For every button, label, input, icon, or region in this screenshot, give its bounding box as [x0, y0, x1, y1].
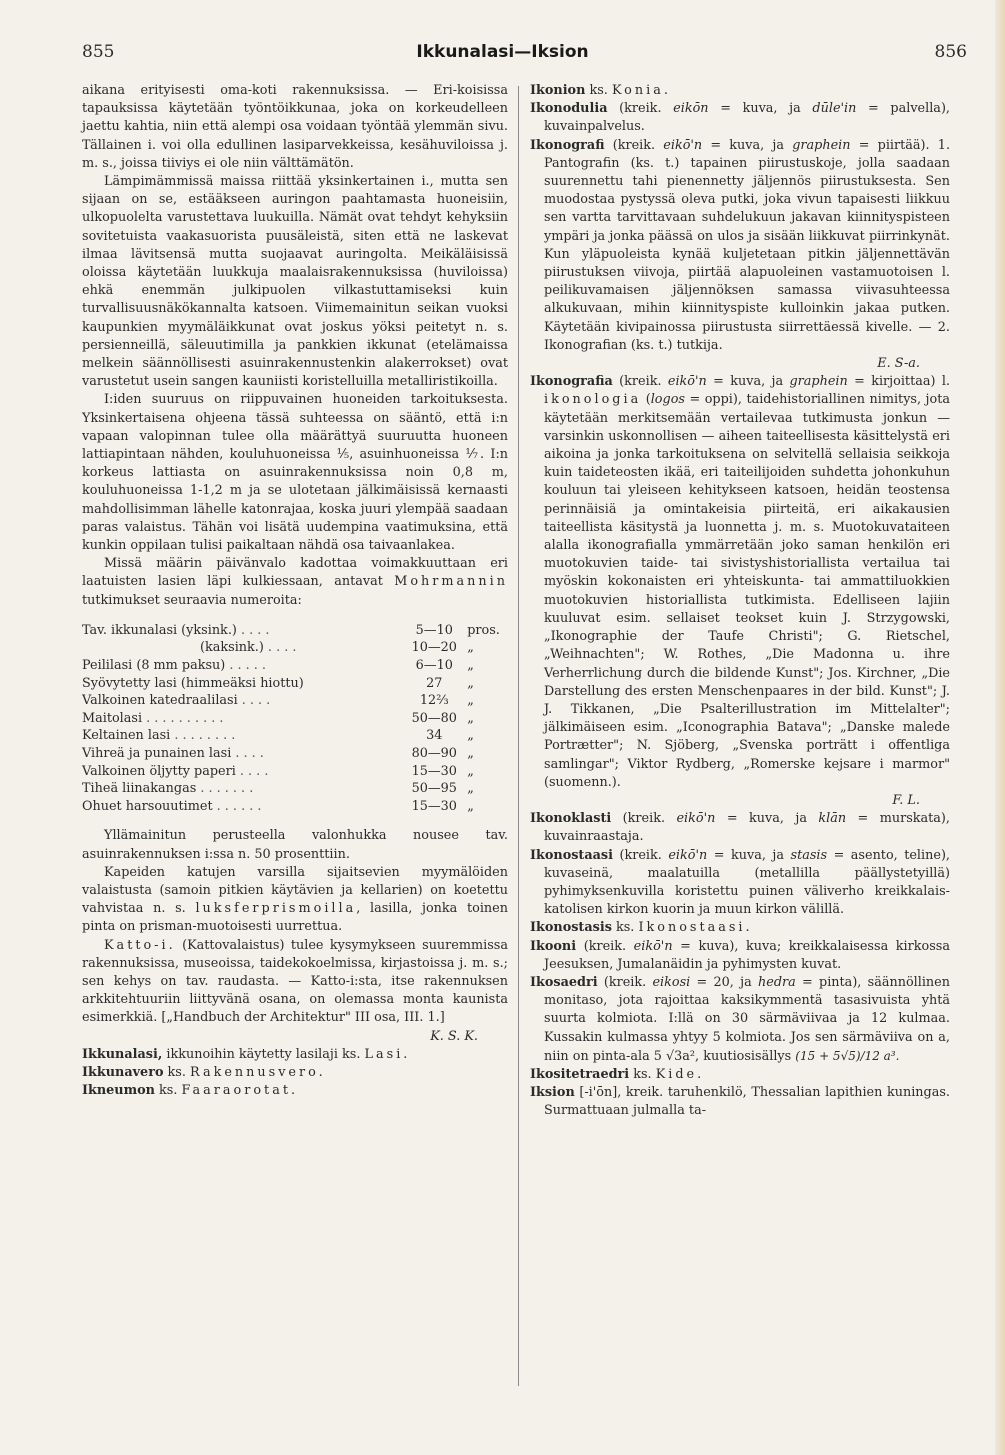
- spaced-term: ikonologia: [544, 392, 642, 408]
- light-loss-value-text: 50—80: [411, 710, 457, 726]
- light-loss-value: [401, 639, 467, 657]
- glass-type: [82, 622, 401, 640]
- text: (kreik.: [604, 137, 664, 153]
- author-signature: F. L.: [892, 792, 920, 808]
- page-number-right: 856: [934, 42, 967, 62]
- glass-type: [82, 763, 401, 781]
- unit: [467, 780, 508, 798]
- author-signature: E. S-a.: [877, 356, 920, 372]
- glass-type: [82, 745, 401, 763]
- cross-reference: Lasi.: [364, 1046, 411, 1062]
- glass-type: [82, 692, 401, 710]
- text: = kuva, ja: [702, 137, 793, 153]
- entry-ikonodulia: [530, 100, 950, 136]
- unit: [467, 798, 508, 816]
- etymology-term: graphein: [789, 374, 848, 390]
- glass-table: [82, 622, 508, 816]
- entry-ikositetraedri: [530, 1066, 950, 1084]
- paragraph: Lämpimämmissä maissa riittää yksinkertainen i., mutta sen sijaan on se, estääkseen auringon paahtamasta huoneisiin, ulkopuolelta varustettava luukuilla. Nämät ovat tehdyt kehyksiin sovitetuista vaakasuorista puusäleistä, siten että ne laskevat ilmaa lävitsensä mutta suojaavat auringolta. Meikäläisissä oloissa käytetään luukkuja maalaisrakennuksissa (huviloissa) ehkä enemmän julkipuolen vilkastuttamiseksi kuin turvallisuusnäkökannalta katsoen. Viimemainitun seikan vuoksi kaupunkien myymäläikkunat ovat joskus yöksi peitetyt n. s. persienneillä, säleuutimilla ja pankkien ikkunat (etelämaissa melkein säännöllisesti asuinrakennustenkin alakerrokset) ovat varustetut usein sangen kauniisti koristelluilla metalliristikoilla.: [82, 174, 508, 390]
- light-loss-value-text: 10—20: [411, 640, 457, 656]
- text: = asento, teline), kuvaseinä, maalatuilla (metallilla päällystetyillä) pyhimyksenkuvilla koristettu puinen väliverho kreikkalais-katolisen kirkon kuorin ja muun kirkon välillä.: [544, 847, 950, 918]
- text: = murskata), kuvainraastaja.: [544, 811, 950, 845]
- glass-type: [82, 780, 401, 798]
- paragraph: aikana erityisesti oma-koti rakennuksissa. — Eri-koisissa tapauksissa käytetään työntöikkunaa, joka on korkeudelleen jaettu kahtia, niin että alempi osa voidaan työntää ylemmän sivu. Tällainen i. voi olla edullinen lasiparvekkeissa, kesähuviloissa j. m. s., joissa tiiviys ei ole niin välttämätön.: [82, 83, 508, 171]
- light-loss-value: [401, 745, 467, 763]
- text: = oppi), taidehistoriallinen nimitys, jota käytetään merkitsemään vertailevaa tutkimusta jonkun — varsinkin uskonnollisen — aiheen taiteellisesta käsittelystä eri aikoina ja jonka tarkoituksena on selvitellä sellaisia seikkoja kuin taideteosten ikää, eri taiteilijoiden suhdetta johonkuhun kouluun tai yleiseen kehitykseen katsoen, heidän teostensa perinnäisiä ja omintakeisia piirteitä, eri aikakausien taiteellista käsitystä ja luonnetta j. m. s. Muotokuvataiteen alalla ikonografialla ymmärretään joko saman henkilön eri muotokuvien taide- tai sivistyshistoriallista vertailua tai myöskin kokonaisten eri yhteiskunta- tai ammattiluokkien muotokuvien historiallista tutkimista. Edelliseen lajiin kuuluvat esim. sellaiset teokset kuin J. Strzygowski, „Ikonographie der Taufe Christi"; G. Rietschel, „Weihnachten"; W. Rothes, „Die Madonna u. ihre Verherrlichung durch die bildende Kunst"; Jos. Kirchner, „Die Darstellung des ersten Menschenpaares in der bild. Kunst"; J. J. Tikkanen, „Die Psalterillustration im Mittelalter"; jälkimäiseen esim. „Iconographia Batava"; „Danske malede Portrætter"; N. Sjöberg, „Svenska porträtt i offentliga samlingar"; Viktor Rydberg, „Romerske kejsare i marmor" (suomenn.).: [544, 392, 951, 790]
- entry-ikneumon: [82, 1082, 508, 1100]
- light-loss-value-text: 80—90: [411, 746, 457, 762]
- leader-dots: . . . . . . .: [196, 781, 254, 797]
- text: (kreik.: [576, 938, 634, 954]
- text: = piirtää). 1. Pantografin (ks. t.) tapainen piirustuskoje, jolla saadaan suurennettu tahi pienennetty jäljennös piirustuksesta. Sen muodostaa pystyssä oleva putki, joka vivun tapaisesti liikkuu sen vartta tarvittavaan suhdelukuun jakavan kiinnityspisteen ympäri ja jonka päässä on ulos ja sisään liikkuvat piirrinkynät. Kun yläpuoleista kynää kuljetetaan pitkin jäljennettävän piirustuksen viivoja, piirtää alapuoleinen vastamuotoisen l. peilikuvamaisen jäljennöksen samassa viivasuhteessa alkukuvaan, mihin kiinnityspiste kulloinkin jakaa putken. Käytetään kivipainossa piirustusta siirrettäessä kivelle. — 2. Ikonografian (ks. t.) tutkija.: [544, 137, 951, 353]
- glass-table-row: [82, 763, 508, 781]
- unit-text: „: [467, 798, 474, 814]
- glass-type-text: Vihreä ja punainen lasi: [82, 746, 232, 762]
- headword: Ikonion: [530, 83, 586, 98]
- text: = kuva), kuva; kreikkalaisessa kirkossa Jeesuksen, Jumalanäidin ja pyhimysten kuvat.: [544, 938, 950, 972]
- light-loss-value-text: 15—30: [411, 763, 457, 779]
- text: = palvella), kuvainpalvelus.: [544, 101, 951, 135]
- left-column: [82, 82, 508, 1100]
- unit: [467, 692, 508, 710]
- text: [-i'ōn], kreik. taruhenkilö, Thessalian lapithien kuningas. Surmattuaan julmalla ta-: [544, 1085, 950, 1119]
- headword: Ikonografia: [530, 374, 613, 390]
- spaced-term: luksferprismoilla: [195, 901, 357, 917]
- unit-text: „: [467, 728, 474, 744]
- etymology-term: eikōn: [673, 101, 709, 117]
- paragraph: Yllämainitun perusteella valonhukka nousee tav. asuinrakennuksen i:ssa n. 50 prosenttiin.: [82, 828, 508, 862]
- light-loss-value: [401, 763, 467, 781]
- text: (kreik.: [613, 847, 669, 863]
- text: = kuva, ja: [715, 811, 819, 827]
- text: = 20, ja: [690, 974, 758, 990]
- leader-dots: . . . .: [231, 746, 264, 762]
- glass-table-row: [82, 745, 508, 763]
- etymology-term: eikō'n: [667, 374, 707, 390]
- light-loss-value-text: 12⅔: [419, 693, 449, 709]
- glass-type-text: Valkoinen öljytty paperi: [82, 763, 236, 779]
- light-loss-value: [401, 780, 467, 798]
- unit: [467, 745, 508, 763]
- headword: Ikosaedri: [530, 974, 598, 990]
- text: (kreik.: [611, 811, 677, 827]
- glass-table-row: [82, 798, 508, 816]
- headword: Ikositetraedri: [530, 1066, 630, 1082]
- leader-dots: . . . . . . . .: [170, 728, 236, 744]
- text: (kreik.: [597, 974, 653, 990]
- glass-type-text: Peililasi (8 mm paksu): [82, 658, 226, 674]
- unit-text: „: [467, 640, 474, 656]
- glass-type-text: Syövytetty lasi (himmeäksi hiottu): [82, 675, 304, 691]
- unit-text: „: [467, 746, 474, 762]
- unit-text: „: [467, 693, 474, 709]
- paragraph: [82, 864, 508, 937]
- etymology-term: klān: [818, 811, 847, 827]
- headword: Ikonografi: [530, 137, 605, 153]
- unit-text: „: [467, 710, 474, 726]
- unit-text: pros.: [467, 622, 500, 638]
- entry-ikonoklasti: [530, 810, 950, 846]
- etymology-term: hedra: [758, 974, 796, 990]
- etymology-term: eikō'n: [676, 811, 716, 827]
- headword: Ikkunavero: [82, 1065, 164, 1081]
- text: ks.: [163, 1065, 191, 1081]
- glass-type-text: Tav. ikkunalasi (yksink.): [82, 622, 237, 638]
- etymology-term: eikō'n: [663, 137, 703, 153]
- glass-type-text: Valkoinen katedraalilasi: [82, 693, 238, 709]
- entry-ikkunalasi: [82, 1046, 508, 1064]
- spaced-name: Mohrmannin: [394, 574, 508, 590]
- text: ikkunoihin käytetty lasilaji ks.: [162, 1046, 361, 1062]
- text: = kuva, ja: [706, 374, 790, 390]
- light-loss-value-text: 6—10: [415, 658, 453, 674]
- entry-ikkunavero: [82, 1064, 508, 1082]
- entry-iksion: [530, 1084, 950, 1120]
- light-loss-value-text: 34: [426, 728, 443, 744]
- unit: [467, 675, 508, 693]
- unit: [467, 727, 508, 745]
- cross-reference: Konia.: [611, 83, 671, 98]
- text: Kapeiden katujen varsilla sijaitsevien myymälöiden valaistusta (samoin pitkien käytävien ja kellarien) on koetettu vahvistaa n. s.: [82, 864, 508, 917]
- etymology-term: eikō'n: [633, 938, 673, 954]
- text: (: [641, 392, 651, 408]
- light-loss-value: [401, 657, 467, 675]
- headword: Ikonostaasi: [530, 847, 613, 863]
- unit: [467, 710, 508, 728]
- light-loss-value-text: 27: [426, 675, 443, 691]
- glass-table-row: [82, 727, 508, 745]
- glass-table-row: [82, 780, 508, 798]
- light-loss-value: [401, 622, 467, 640]
- entry-ikonostaasi: [530, 847, 950, 920]
- spaced-term: Katto-i.: [104, 937, 176, 953]
- etymology-term: logos: [650, 392, 685, 408]
- page-header: [0, 42, 1005, 66]
- etymology-term: stasis: [790, 847, 828, 863]
- paragraph: I:iden suuruus on riippuvainen huoneiden tarkoituksesta. Yksinkertaisena ohjeena tässä suhteessa on sääntö, että i:n vapaan valopinnan tulee olla määrättyä suuruutta huoneen lattiapintaan nähden, kouluhuoneissa ⅕, asuinhuoneissa ⅐. I:n korkeus lattiasta on asuinrakennuksissa noin 0,8 m, kouluhuoneissa 1-1,2 m ja se ulotetaan jälkimäisissä kernaasti mahdollisimman lähelle katonrajaa, koska juuri ylempää saadaan paras valaistus. Tähän voi lisätä uudempina vaatimuksina, että kunkin oppilaan tulisi paikaltaan nähdä osa taivaanlakea.: [82, 392, 508, 554]
- paragraph: [82, 555, 508, 610]
- text: ks.: [154, 1083, 182, 1099]
- cross-reference: Kide.: [655, 1066, 705, 1082]
- unit: [467, 763, 508, 781]
- headword: Ikneumon: [82, 1083, 155, 1099]
- light-loss-value: [401, 727, 467, 745]
- glass-table-row: [82, 657, 508, 675]
- leader-dots: . . . .: [236, 622, 270, 638]
- paragraph: [82, 937, 508, 1046]
- glass-type-text: Tiheä liinakangas: [82, 781, 197, 797]
- glass-type-text: Maitolasi: [82, 710, 143, 726]
- text: = pinta), säännöllinen monitaso, jota rajoittaa kaksikymmentä tasasivuista yhtä suurta kolmiota. I:llä on 30 särmäviivaa ja 12 kulmaa. Kussakin kulmassa yhtyy 5 kolmiota. Jos sen särmäviiva on a, niin on pinta-ala 5 √3a², kuutiosisällys: [544, 974, 950, 1064]
- leader-dots: . . . . . . . . . .: [142, 710, 224, 726]
- entry-ikonostasis: [530, 919, 950, 937]
- light-loss-value: [401, 798, 467, 816]
- text: tutkimukset seuraavia numeroita:: [82, 592, 302, 608]
- glass-table-row: [82, 639, 508, 657]
- etymology-term: dūle'in: [812, 101, 857, 117]
- unit-text: „: [467, 658, 474, 674]
- text: ks.: [629, 1066, 656, 1082]
- glass-type: [82, 675, 401, 693]
- glass-table-row: [82, 675, 508, 693]
- unit: [467, 622, 508, 640]
- text: Missä määrin päivänvalo kadottaa voimakkuuttaan eri laatuisten lasien läpi kulkiessaan, antavat: [82, 556, 508, 590]
- cross-reference: Ikonostaasi.: [638, 920, 753, 936]
- text: (kreik.: [607, 101, 674, 117]
- page-edge: [995, 0, 1005, 1455]
- leader-dots: . . . . .: [225, 658, 266, 674]
- cross-reference: Faaraorotat.: [181, 1083, 299, 1099]
- light-loss-value-text: 5—10: [415, 622, 453, 638]
- leader-dots: . . . .: [237, 693, 271, 709]
- text: = kuva, ja: [707, 847, 791, 863]
- text: ks.: [585, 83, 612, 98]
- page-number-left: 855: [82, 42, 115, 62]
- glass-type: [82, 798, 401, 816]
- glass-table-row: [82, 692, 508, 710]
- column-divider: [518, 86, 519, 1386]
- author-signature: K. S. K.: [430, 1028, 478, 1044]
- glass-type-text: (kaksink.): [200, 640, 264, 656]
- headword: Ikonoklasti: [530, 811, 612, 827]
- light-loss-value: [401, 710, 467, 728]
- glass-type-text: Ohuet harsouutimet: [82, 798, 213, 814]
- glass-type: [82, 639, 401, 657]
- glass-table-row: [82, 622, 508, 640]
- running-title: Ikkunalasi—Iksion: [416, 42, 589, 62]
- cross-reference: Rakennusvero.: [190, 1065, 326, 1081]
- unit: [467, 639, 508, 657]
- glass-type: [82, 727, 401, 745]
- light-loss-value: [401, 675, 467, 693]
- leader-dots: . . . .: [263, 640, 297, 656]
- unit-text: „: [467, 781, 474, 797]
- light-loss-value-text: 15—30: [411, 798, 457, 814]
- text: (kreik.: [612, 374, 668, 390]
- text: = kirjoittaa) l.: [847, 374, 950, 390]
- light-loss-value: [401, 692, 467, 710]
- unit: [467, 657, 508, 675]
- leader-dots: . . . . . .: [212, 798, 262, 814]
- entry-ikonografia: [530, 373, 950, 810]
- leader-dots: . . . .: [235, 763, 269, 779]
- text: = kuva, ja: [708, 101, 813, 117]
- unit-text: „: [467, 675, 474, 691]
- entry-ikonografi: [530, 137, 950, 374]
- etymology-term: eikosi: [652, 974, 691, 990]
- right-column: [530, 82, 950, 1121]
- headword: Iksion: [530, 1085, 575, 1101]
- text: ks.: [611, 920, 639, 936]
- unit-text: „: [467, 763, 474, 779]
- glass-type: [82, 657, 401, 675]
- entry-ikooni: [530, 938, 950, 974]
- glass-type: [82, 710, 401, 728]
- text: , lasilla, jonka toinen pinta on prisman-muotoisesti uurrettua.: [82, 901, 508, 935]
- entry-ikonion: [530, 82, 950, 100]
- text: (Kattovalaistus) tulee kysymykseen suuremmissa rakennuksissa, museoissa, taidekokoelmissa, kirjastoissa j. m. s.; sen kehys on tav. raudasta. — Katto-i:sta, itse rakennuksen arkkitehtuuriin liittyvänä osana, on olemassa monta kaunista esimerkkiä. [„Handbuch der Architektur" III osa, III. 1.]: [82, 937, 508, 1026]
- etymology-term: graphein: [792, 137, 851, 153]
- entry-ikosaedri: [530, 974, 950, 1066]
- glass-table-row: [82, 710, 508, 728]
- light-loss-value-text: 50—95: [411, 781, 457, 797]
- etymology-term: eikō'n: [668, 847, 708, 863]
- glass-type-text: Keltainen lasi: [82, 728, 171, 744]
- headword: Ikkunalasi,: [82, 1046, 163, 1062]
- headword: Ikooni: [530, 938, 577, 954]
- volume-formula: (15 + 5√5)/12 a³.: [795, 1048, 900, 1063]
- headword: Ikonostasis: [530, 920, 612, 936]
- headword: Ikonodulia: [530, 101, 608, 117]
